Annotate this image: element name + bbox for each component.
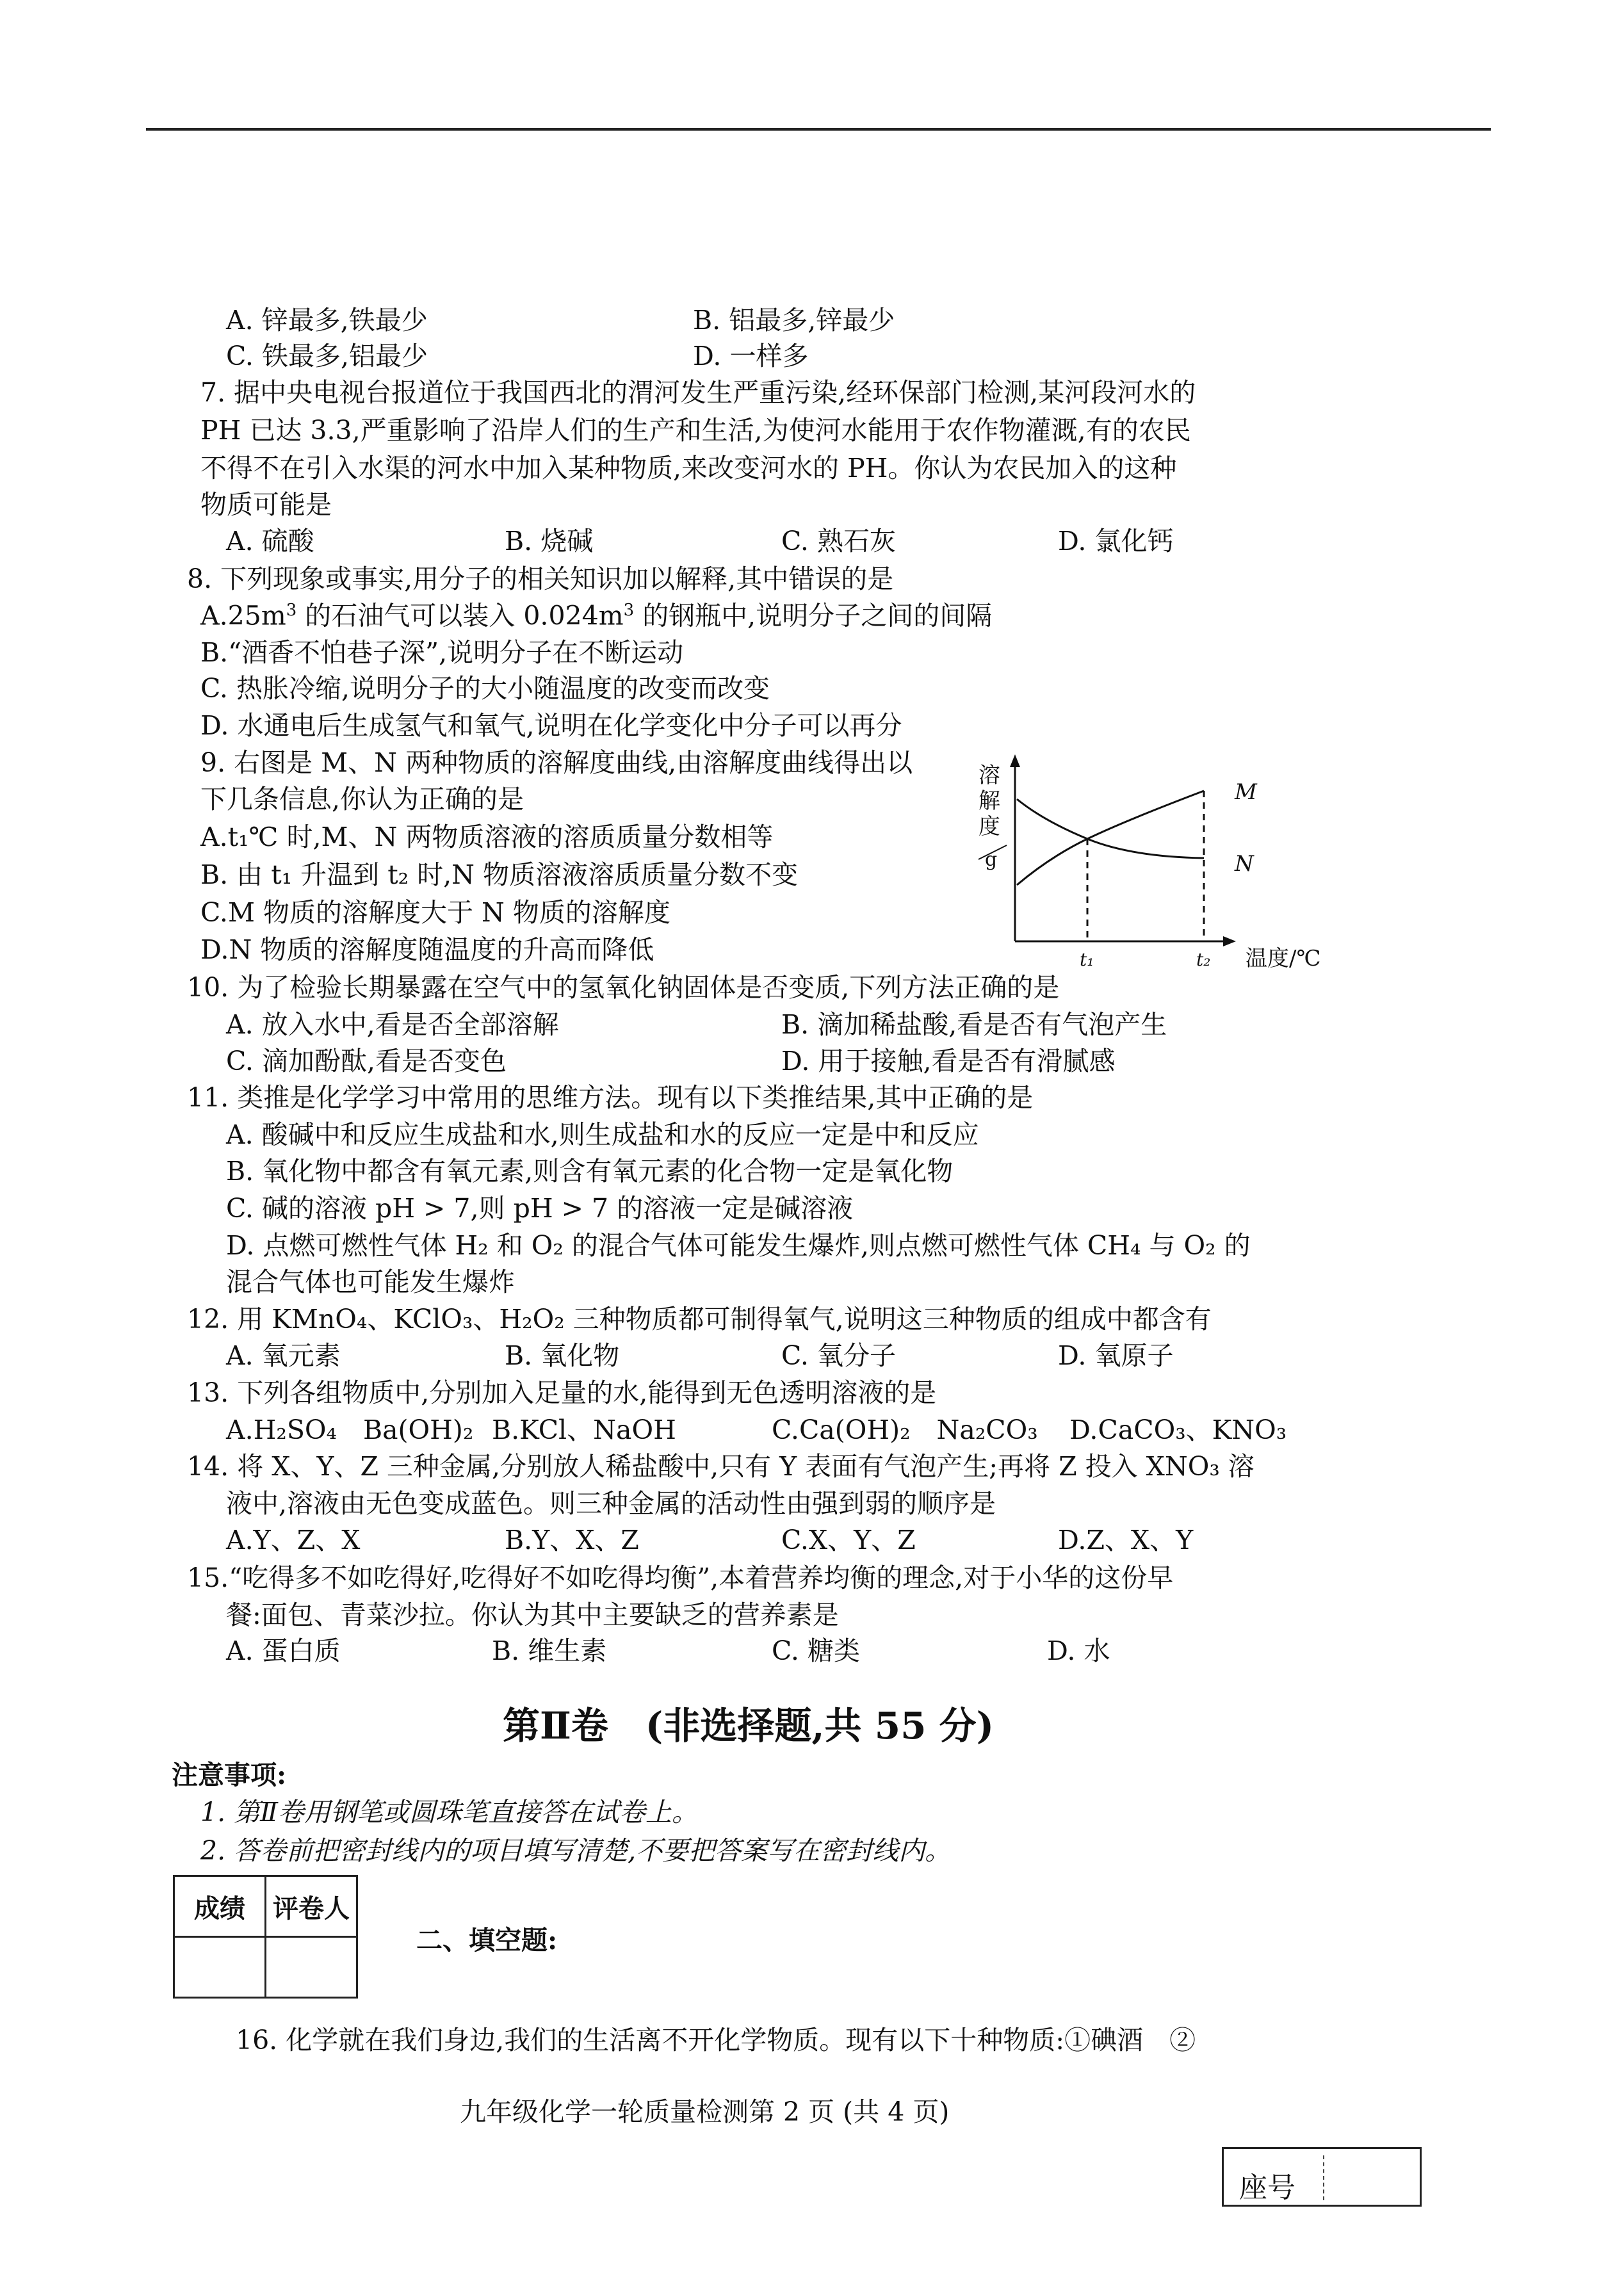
q12-option-d: D. 氧原子 (1058, 1340, 1174, 1371)
q7-line-3: 不得不在引入水渠的河水中加入某种物质,来改变河水的 PH。你认为农民加入的这种 (200, 453, 1177, 483)
page-footer: 九年级化学一轮质量检测第 2 页 (共 4 页) (460, 2096, 950, 2127)
t1-label: t₁ (1080, 949, 1094, 970)
y-label-4: g (985, 848, 998, 871)
top-rule (146, 128, 1491, 131)
q10-option-a: A. 放入水中,看是否全部溶解 (226, 1009, 559, 1040)
q9-option-d: D.N 物质的溶解度随温度的升高而降低 (200, 934, 654, 965)
q9-option-c: C.M 物质的溶解度大于 N 物质的溶解度 (200, 897, 670, 928)
q11-option-c: C. 碱的溶液 pH > 7,则 pH > 7 的溶液一定是碱溶液 (226, 1193, 854, 1224)
q14-option-b: B.Y、X、Z (505, 1525, 639, 1555)
q16-stem: 16. 化学就在我们身边,我们的生活离不开化学物质。现有以下十种物质:①碘酒 ② (236, 2025, 1196, 2056)
q13-option-d: D.CaCO₃、KNO₃ (1069, 1415, 1287, 1445)
q12-option-b: B. 氧化物 (505, 1340, 620, 1371)
q15-line-1: 15.“吃得多不如吃得好,吃得好不如吃得均衡”,本着营养均衡的理念,对于小华的这份早 (187, 1562, 1174, 1593)
q15-line-2: 餐:面包、青菜沙拉。你认为其中主要缺乏的营养素是 (226, 1600, 839, 1630)
note-2: 2. 答卷前把密封线内的项目填写清楚,不要把答案写在密封线内。 (200, 1835, 952, 1866)
q7-option-d: D. 氯化钙 (1058, 526, 1174, 556)
q10-option-c: C. 滴加酚酞,看是否变色 (226, 1046, 507, 1076)
q9-line-2: 下几条信息,你认为正确的是 (200, 784, 524, 815)
q6-option-d: D. 一样多 (693, 341, 809, 371)
q15-option-a: A. 蛋白质 (226, 1635, 341, 1666)
q6-option-b: B. 铝最多,锌最少 (693, 305, 895, 336)
q13-option-c: C.Ca(OH)₂ Na₂CO₃ (772, 1415, 1038, 1445)
seat-divider (1323, 2155, 1324, 2200)
q11-option-d: D. 点燃可燃性气体 H₂ 和 O₂ 的混合气体可能发生爆炸,则点燃可燃性气体 CH₄ 与 O₂ 的 (226, 1230, 1251, 1261)
y-axis-arrow (1010, 754, 1020, 767)
q14-option-a: A.Y、Z、X (226, 1525, 361, 1555)
grader-cell[interactable] (266, 1937, 357, 1998)
x-axis-arrow (1223, 936, 1236, 946)
q11-option-d-continued: 混合气体也可能发生爆炸 (226, 1267, 515, 1297)
part2-title: 第Ⅱ卷 (非选择题,共 55 分) (503, 1704, 995, 1748)
q14-option-c: C.X、Y、Z (781, 1525, 916, 1555)
q7-option-a: A. 硫酸 (226, 526, 314, 556)
q8-option-a: $A.25m^3$ 的石油气可以装入 $0.024m^3$ 的钢瓶中,说明分子之间的间隔 (200, 600, 993, 631)
m-label: M (1235, 779, 1257, 805)
grader-header: 评卷人 (266, 1876, 357, 1937)
q8-option-a-part2: 的石油气可以装入 0.024m (305, 600, 624, 631)
q12-option-a: A. 氧元素 (226, 1340, 341, 1371)
q8-option-a-part3: 的钢瓶中,说明分子之间的间隔 (642, 600, 993, 631)
note-1: 1. 第Ⅱ卷用钢笔或圆珠笔直接答在试卷上。 (200, 1797, 699, 1828)
q8-option-a-part1: A.25m (200, 600, 286, 631)
q10-option-b: B. 滴加稀盐酸,看是否有气泡产生 (781, 1009, 1167, 1040)
score-cell[interactable] (174, 1937, 266, 1998)
q11-option-b: B. 氧化物中都含有氧元素,则含有氧元素的化合物一定是氧化物 (226, 1156, 954, 1187)
q12-option-c: C. 氧分子 (781, 1340, 896, 1371)
section-fill-in: 二、填空题: (416, 1925, 558, 1956)
q13-option-a: A.H₂SO₄ Ba(OH)₂ (226, 1415, 474, 1445)
score-header: 成绩 (174, 1876, 266, 1937)
q7-line-4: 物质可能是 (200, 489, 332, 520)
q7-line-2: PH 已达 3.3,严重影响了沿岸人们的生产和生活,为使河水能用于农作物灌溉,有的农民 (200, 415, 1191, 446)
t2-label: t₂ (1196, 949, 1211, 970)
q14-option-d: D.Z、X、Y (1058, 1525, 1194, 1555)
score-table (173, 1875, 358, 1999)
q12-stem: 12. 用 KMnO₄、KClO₃、H₂O₂ 三种物质都可制得氧气,说明这三种物质的组成中都含有 (187, 1304, 1212, 1334)
q15-option-d: D. 水 (1047, 1635, 1110, 1666)
q13-stem: 13. 下列各组物质中,分别加入足量的水,能得到无色透明溶液的是 (187, 1377, 937, 1408)
q10-option-d: D. 用于接触,看是否有滑腻感 (781, 1046, 1116, 1076)
q8-stem: 8. 下列现象或事实,用分子的相关知识加以解释,其中错误的是 (187, 564, 894, 594)
q6-option-c: C. 铁最多,铝最少 (226, 341, 428, 371)
q8-option-b: B.“酒香不怕巷子深”,说明分子在不断运动 (200, 637, 684, 668)
seat-label: 座号 (1239, 2171, 1295, 2204)
x-label: 温度/℃ (1246, 946, 1321, 971)
y-label-1: 溶 (978, 763, 1000, 788)
q9-option-b: B. 由 t₁ 升温到 t₂ 时,N 物质溶液溶质质量分数不变 (200, 859, 799, 890)
q15-option-c: C. 糖类 (772, 1635, 860, 1666)
q10-stem: 10. 为了检验长期暴露在空气中的氢氧化钠固体是否变质,下列方法正确的是 (187, 972, 1060, 1003)
q7-option-b: B. 烧碱 (505, 526, 594, 556)
seat-number-box (1222, 2147, 1422, 2207)
q11-stem: 11. 类推是化学学习中常用的思维方法。现有以下类推结果,其中正确的是 (187, 1082, 1034, 1113)
q6-option-a: A. 锌最多,铁最少 (226, 305, 428, 336)
y-label-2: 解 (978, 788, 1000, 814)
q14-line-2: 液中,溶液由无色变成蓝色。则三种金属的活动性由强到弱的顺序是 (226, 1488, 996, 1519)
q13-option-b: B.KCl、NaOH (492, 1415, 676, 1445)
q14-line-1: 14. 将 X、Y、Z 三种金属,分别放人稀盐酸中,只有 Y 表面有气泡产生;再将 Z 投入 XNO₃ 溶 (187, 1451, 1255, 1482)
q11-option-a: A. 酸碱中和反应生成盐和水,则生成盐和水的反应一定是中和反应 (226, 1119, 979, 1150)
q9-option-a: A.t₁℃ 时,M、N 两物质溶液的溶质质量分数相等 (200, 822, 774, 852)
curve-m (1017, 791, 1204, 885)
n-label: N (1235, 851, 1254, 877)
y-label-3: 度 (978, 814, 1000, 839)
notes-title: 注意事项: (172, 1760, 287, 1790)
q8-option-c: C. 热胀冷缩,说明分子的大小随温度的改变而改变 (200, 673, 770, 704)
solubility-chart (973, 749, 1321, 973)
q7-option-c: C. 熟石灰 (781, 526, 896, 556)
q8-option-d: D. 水通电后生成氢气和氧气,说明在化学变化中分子可以再分 (200, 710, 902, 741)
q9-line-1: 9. 右图是 M、N 两种物质的溶解度曲线,由溶解度曲线得出以 (200, 747, 913, 778)
q7-line-1: 7. 据中央电视台报道位于我国西北的渭河发生严重污染,经环保部门检测,某河段河水的 (200, 377, 1196, 408)
q15-option-b: B. 维生素 (492, 1635, 607, 1666)
